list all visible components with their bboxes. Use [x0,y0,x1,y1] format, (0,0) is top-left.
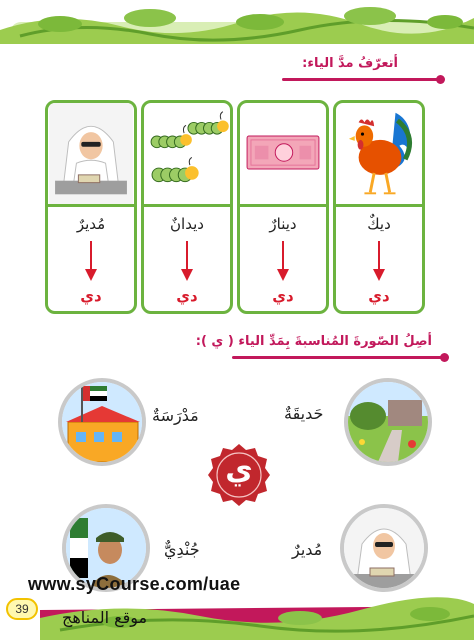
watermark-url: www.syCourse.com/uae [28,574,241,594]
school-circle[interactable] [58,378,146,466]
school-icon [62,382,142,462]
page-number: 39 [6,598,38,620]
down-arrow-icon [181,241,193,281]
card-word: ديكٌ [367,215,391,233]
card-syllable: دي [80,287,102,305]
down-arrow-icon [373,241,385,281]
card-syllable: دي [176,287,198,305]
card-syllable: دي [368,287,390,305]
center-letter: ي [225,452,253,487]
card-dinar [237,100,329,314]
worms-icon [144,103,230,207]
card-word: مُديرٌ [76,215,106,233]
garden-label: حَديقَةٌ [284,404,324,423]
card-worms [141,100,233,314]
soldier-label: جُنْدِيٌّ [164,540,200,559]
watermark-site-name: موقع المناهج [62,608,148,627]
school-label: مَدْرَسَةٌ [152,406,199,425]
section-2-title: أصِلُ الصّورةَ المُناسبةَ بِمَدِّ الياء ( ي ): [195,334,432,349]
garden-circle[interactable] [344,378,432,466]
card-rooster [333,100,425,314]
rooster-icon [336,103,422,207]
manager-circle[interactable] [340,504,428,592]
card-word: ديدانٌ [170,215,204,233]
section-1-underline [282,78,438,81]
garden-icon [348,382,428,462]
section-2-dot [440,353,449,362]
down-arrow-icon [85,241,97,281]
card-syllable: دي [272,287,294,305]
banknote-icon [240,103,326,207]
top-leaf-banner [0,0,474,44]
section-1-dot [436,75,445,84]
manager-icon [48,103,134,207]
card-word: دينارٌ [269,215,297,233]
card-manager [45,100,137,314]
section-1-title: أتعرّفُ مدَّ الياء: [302,56,398,71]
down-arrow-icon [277,241,289,281]
manager-icon [344,508,424,588]
section-2-underline [232,356,442,359]
manager-label: مُديرٌ [292,540,323,559]
